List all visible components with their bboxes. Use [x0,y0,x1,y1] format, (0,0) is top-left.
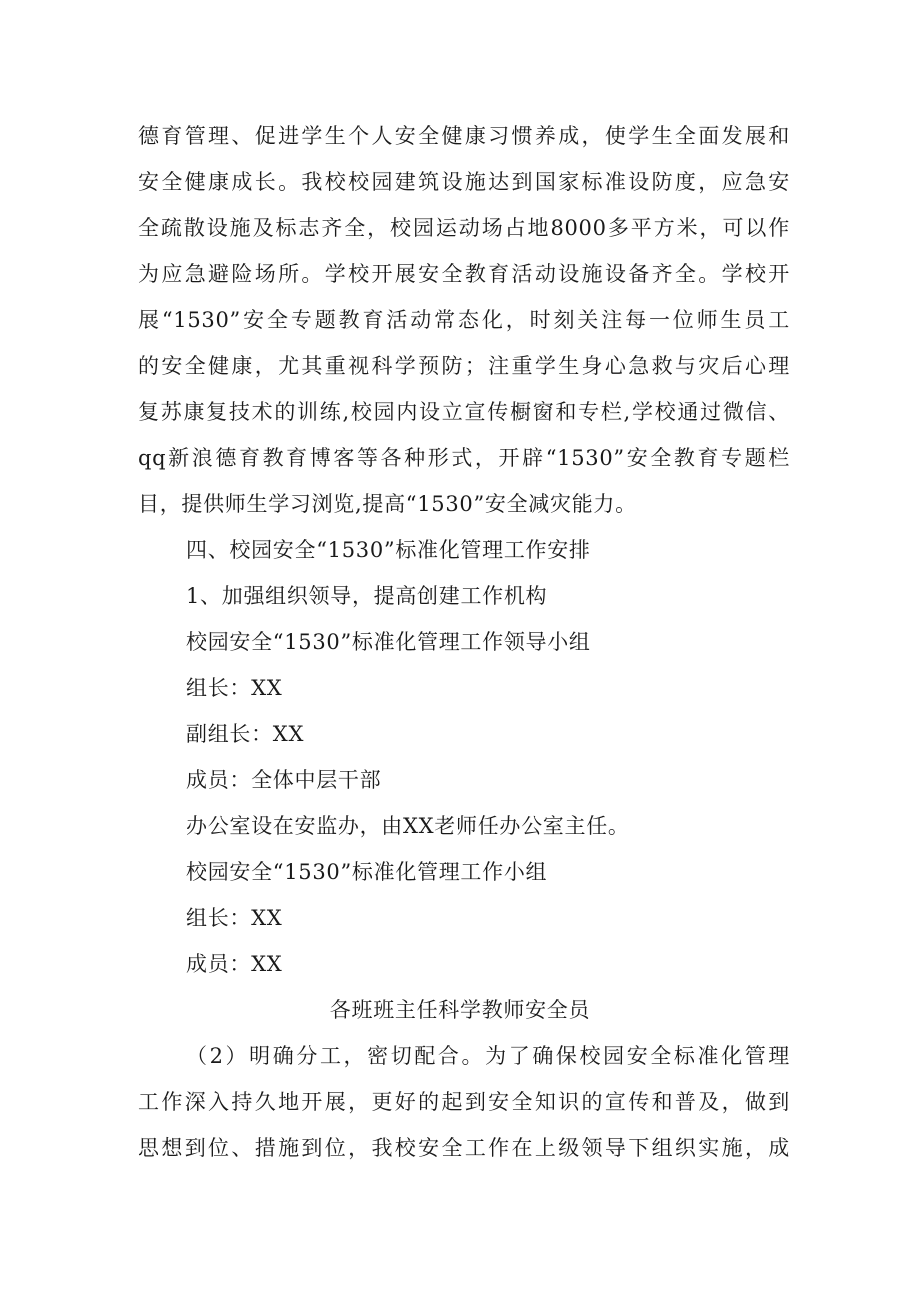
paragraph-line: 德育管理、促进学生个人安全健康习惯养成，使学生全面发展和 [138,124,790,148]
subsection-heading: 1、加强组织领导，提高创建工作机构 [186,584,548,608]
group-members: 成员：全体中层干部 [186,768,382,792]
group-leader: 组长：XX [186,906,283,930]
paragraph-line: 目，提供师生学习浏览,提高“1530”安全减灾能力。 [138,492,637,516]
paragraph-line: 展“1530”安全专题教育活动常态化，时刻关注每一位师生员工 [138,308,790,332]
group-members: 成员：XX [186,952,283,976]
paragraph-line: 全疏散设施及标志齐全，校园运动场占地8000多平方米，可以作 [138,216,790,240]
paragraph-line: （2）明确分工，密切配合。为了确保校园安全标准化管理 [186,1044,790,1068]
paragraph-line: 工作深入持久地开展，更好的起到安全知识的宣传和普及，做到 [138,1090,790,1114]
centered-line: 各班班主任科学教师安全员 [329,998,591,1022]
group-deputy-leader: 副组长：XX [186,722,305,746]
group-title: 校园安全“1530”标准化管理工作小组 [186,860,548,884]
section-heading: 四、校园安全“1530”标准化管理工作安排 [186,538,591,562]
paragraph-line: qq新浪德育教育博客等各种形式，开辟“1530”安全教育专题栏 [138,446,790,470]
paragraph-line: 为应急避险场所。学校开展安全教育活动设施设备齐全。学校开 [138,262,790,286]
paragraph-line: 复苏康复技术的训练,校园内设立宣传橱窗和专栏,学校通过微信、 [138,400,790,424]
office-note: 办公室设在安监办，由XX老师任办公室主任。 [186,814,630,838]
group-leader: 组长：XX [186,676,283,700]
paragraph-line: 思想到位、措施到位，我校安全工作在上级领导下组织实施，成 [138,1136,790,1160]
paragraph-line: 的安全健康，尤其重视科学预防；注重学生身心急救与灾后心理 [138,354,790,378]
group-title: 校园安全“1530”标准化管理工作领导小组 [186,630,591,654]
paragraph-line: 安全健康成长。我校校园建筑设施达到国家标准设防度，应急安 [138,170,790,194]
